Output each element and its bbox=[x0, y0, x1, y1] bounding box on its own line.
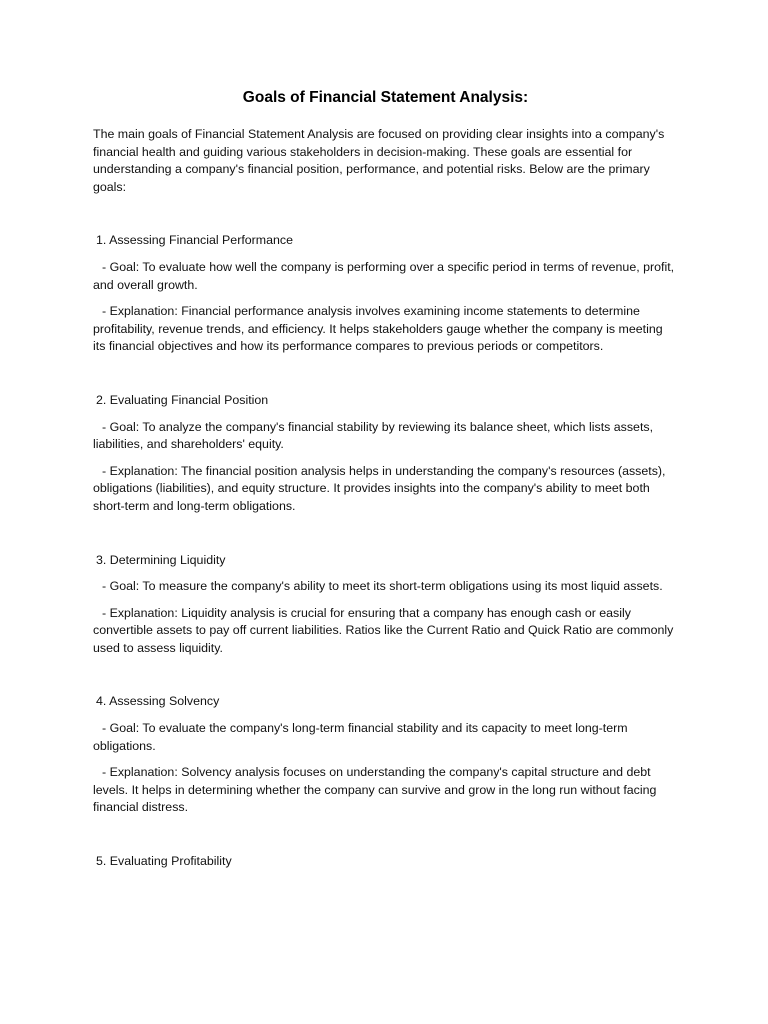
section-evaluating-financial-position bbox=[93, 392, 678, 516]
section-heading: 2. Evaluating Financial Position bbox=[96, 392, 269, 407]
document-title: Goals of Financial Statement Analysis: bbox=[242, 89, 529, 106]
goal-text: - Goal: To measure the company's ability to meet its short-term obligations using its most liquid assets. bbox=[102, 579, 663, 594]
explanation-text: - Explanation: Liquidity analysis is crucial for ensuring that a company has enough cash or easily convertible assets to pay off current liabilities. Ratios like the Current Ratio and Quick Ratio are commonly used to assess liquidity. bbox=[93, 605, 674, 655]
section-determining-liquidity bbox=[93, 552, 678, 658]
section-heading: 3. Determining Liquidity bbox=[96, 552, 226, 567]
section-evaluating-profitability bbox=[93, 853, 678, 871]
explanation-text: - Explanation: The financial position analysis helps in understanding the company's resources (assets), obligations (liabilities), and equity structure. It provides insights into the company's ability to meet both short-term and long-term obligations. bbox=[93, 463, 666, 513]
document-content bbox=[93, 88, 678, 880]
section-assessing-solvency bbox=[93, 693, 678, 817]
section-heading: 4. Assessing Solvency bbox=[96, 694, 220, 709]
section-assessing-financial-performance bbox=[93, 232, 678, 356]
goal-text: - Goal: To evaluate the company's long-term financial stability and its capacity to meet long-term obligations. bbox=[93, 721, 628, 753]
section-heading: 5. Evaluating Profitability bbox=[96, 854, 232, 869]
goal-text: - Goal: To analyze the company's financial stability by reviewing its balance sheet, which lists assets, liabilities, and shareholders' equity. bbox=[93, 419, 654, 452]
explanation-text: - Explanation: Financial performance analysis involves examining income statements to determine profitability, revenue trends, and efficiency. It helps stakeholders gauge whether the company is meeting its financial objectives and how its performance compares to previous periods or competitors. bbox=[93, 304, 663, 354]
intro-paragraph: The main goals of Financial Statement Analysis are focused on providing clear insights into a company's financial health and guiding various stakeholders in decision-making. These goals are essential for understanding a company's financial position, performance, and potential risks. Below are the primary goals: bbox=[93, 127, 665, 194]
explanation-text: - Explanation: Solvency analysis focuses on understanding the company's capital structure and debt levels. It helps in determining whether the company can survive and grow in the long run without facing financial distress. bbox=[93, 765, 657, 815]
goal-text: - Goal: To evaluate how well the company is performing over a specific period in terms of revenue, profit, and overall growth. bbox=[93, 259, 675, 292]
section-heading: 1. Assessing Financial Performance bbox=[96, 233, 293, 248]
